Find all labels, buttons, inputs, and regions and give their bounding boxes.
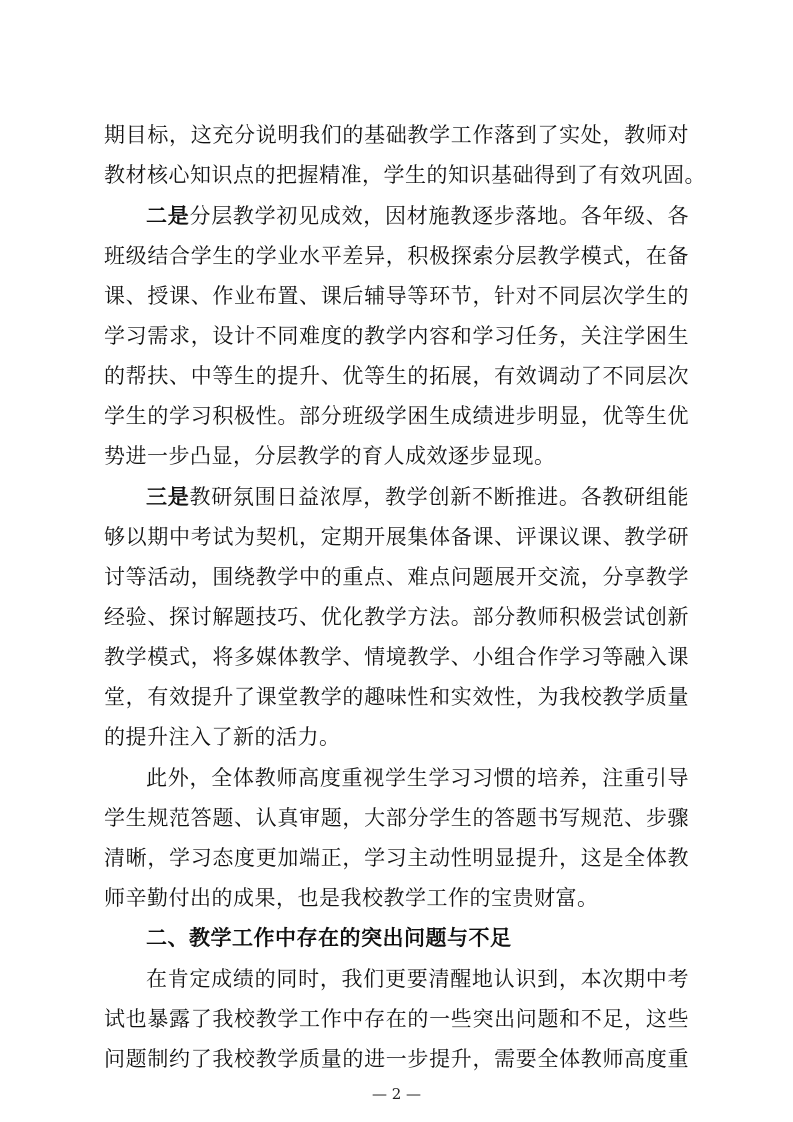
paragraph-lead: 二是 [146, 204, 190, 228]
paragraph-line-text: 教研氛围日益浓厚，教学创新不断推进。各教研组能 [189, 485, 690, 509]
paragraph-line: 堂，有效提升了课堂教学的趣味性和实效性，为我校教学质量 [104, 685, 689, 709]
paragraph-line: 经验、探讨解题技巧、优化教学方法。部分教师积极尝试创新 [104, 605, 689, 629]
paragraph-line: 试也暴露了我校教学工作中存在的一些突出问题和不足，这些 [104, 1007, 689, 1031]
page-number: — 2 — [371, 1085, 422, 1103]
paragraph-line: 清晰，学习态度更加端正，学习主动性明显提升，这是全体教 [104, 846, 689, 870]
paragraph-line: 师辛勤付出的成果，也是我校教学工作的宝贵财富。 [104, 886, 599, 910]
paragraph-line: 此外，全体教师高度重视学生学习习惯的培养，注重引导 [146, 766, 689, 790]
paragraph-line: 的帮扶、中等生的提升、优等生的拓展，有效调动了不同层次 [104, 364, 689, 388]
paragraph-first-line [146, 477, 689, 517]
paragraph-line: 问题制约了我校教学质量的进一步提升，需要全体教师高度重 [104, 1047, 689, 1071]
paragraph-line: 教材核心知识点的把握精准，学生的知识基础得到了有效巩固。 [104, 163, 706, 187]
paragraph-line-text: 分层教学初见成效，因材施教逐步落地。各年级、各 [189, 204, 690, 228]
paragraph-first-line [146, 196, 689, 236]
paragraph-line: 教学模式，将多媒体教学、情境教学、小组合作学习等融入课 [104, 645, 689, 669]
paragraph-line: 学生的学习积极性。部分班级学困生成绩进步明显，优等生优 [104, 404, 689, 428]
paragraph-line: 课、授课、作业布置、课后辅导等环节，针对不同层次学生的 [104, 284, 689, 308]
paragraph-line: 期目标，这充分说明我们的基础教学工作落到了实处，教师对 [104, 123, 689, 147]
paragraph-line: 的提升注入了新的活力。 [104, 725, 341, 749]
paragraph-line: 讨等活动，围绕教学中的重点、难点问题展开交流，分享教学 [104, 565, 689, 589]
paragraph-line: 学习需求，设计不同难度的教学内容和学习任务，关注学困生 [104, 324, 689, 348]
paragraph-line: 班级结合学生的学业水平差异，积极探索分层教学模式，在备 [104, 244, 689, 268]
paragraph-line: 在肯定成绩的同时，我们更要清醒地认识到，本次期中考 [146, 967, 689, 991]
paragraph-line: 够以期中考试为契机，定期开展集体备课、评课议课、教学研 [104, 525, 689, 549]
paragraph-line: 势进一步凸显，分层教学的育人成效逐步显现。 [104, 444, 556, 468]
paragraph-lead: 三是 [146, 485, 190, 509]
section-heading: 二、教学工作中存在的突出问题与不足 [146, 926, 512, 950]
paragraph-line: 学生规范答题、认真审题，大部分学生的答题书写规范、步骤 [104, 806, 689, 830]
